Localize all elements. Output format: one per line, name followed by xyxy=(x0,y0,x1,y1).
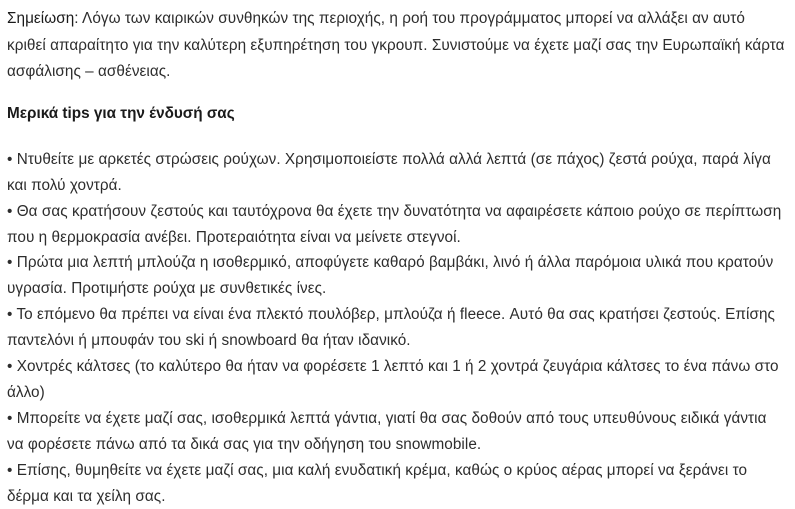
tips-list xyxy=(7,147,785,509)
list-item xyxy=(7,199,785,251)
list-item xyxy=(7,302,785,354)
tip-text: Επίσης, θυμηθείτε να έχετε μαζί σας, μια καλή ενυδατική κρέμα, καθώς ο κρύος αέρας μπορεί να ξεράνει το δέρμα και τα χείλη σας. xyxy=(7,461,748,505)
bullet-marker: • xyxy=(7,409,13,427)
tip-text: Ντυθείτε με αρκετές στρώσεις ρούχων. Χρησιμοποιείστε πολλά αλλά λεπτά (σε πάχος) ζεστά ρούχα, παρά λίγα και πολύ χοντρά. xyxy=(7,150,771,194)
tip-text: Μπορείτε να έχετε μαζί σας, ισοθερμικά λεπτά γάντια, γιατί θα σας δοθούν από τους υπευθύνους ειδικά γάντια να φορέσετε πάνω από τα δικά σας για την οδήγηση του snowmobile. xyxy=(7,409,767,453)
list-item xyxy=(7,354,785,406)
bullet-marker: • xyxy=(7,202,13,220)
list-item xyxy=(7,147,785,199)
note-label: Σημείωση xyxy=(7,10,75,27)
tip-text: Θα σας κρατήσουν ζεστούς και ταυτόχρονα θα έχετε την δυνατότητα να αφαιρέσετε κάποιο ρούχο σε περίπτωση που η θερμοκρασία ανέβει. Προτεραιότητα είναι να μείνετε στεγνοί. xyxy=(7,202,782,246)
bullet-marker: • xyxy=(7,358,13,376)
list-item xyxy=(7,458,785,509)
bullet-marker: • xyxy=(7,461,13,479)
bullet-marker: • xyxy=(7,150,13,168)
bullet-marker: • xyxy=(7,254,13,272)
note-text: : Λόγω των καιρικών συνθηκών της περιοχής, η ροή του προγράμματος μπορεί να αλλάξει αν αυτό κριθεί απαραίτητο για την καλύτερη εξυπηρέτηση του γκρουπ. Συνιστούμε να έχετε μαζί σας την Ευρωπαϊκή κάρτα ασφάλισης – ασθένειας. xyxy=(7,10,785,81)
tip-text: Πρώτα μια λεπτή μπλούζα η ισοθερμικό, αποφύγετε καθαρό βαμβάκι, λινό ή άλλα παρόμοια υλικά που κρατούν υγρασία. Προτιμήστε ρούχα με συνθετικές ίνες. xyxy=(7,254,774,298)
section-heading: Μερικά tips για την ένδυσή σας xyxy=(7,104,235,122)
tip-text: Το επόμενο θα πρέπει να είναι ένα πλεκτό πουλόβερ, μπλούζα ή fleece. Αυτό θα σας κρατήσει ζεστούς. Επίσης παντελόνι ή μπουφάν του ski ή snowboard θα ήταν ιδανικό. xyxy=(7,306,775,350)
list-item xyxy=(7,406,785,458)
tip-text: Χοντρές κάλτσες (το καλύτερο θα ήταν να φορέσετε 1 λεπτό και 1 ή 2 χοντρά ζευγάρια κάλτσες το ένα πάνω στο άλλο) xyxy=(7,358,779,401)
bullet-marker: • xyxy=(7,306,13,324)
list-item xyxy=(7,250,785,302)
note-paragraph xyxy=(7,6,785,86)
